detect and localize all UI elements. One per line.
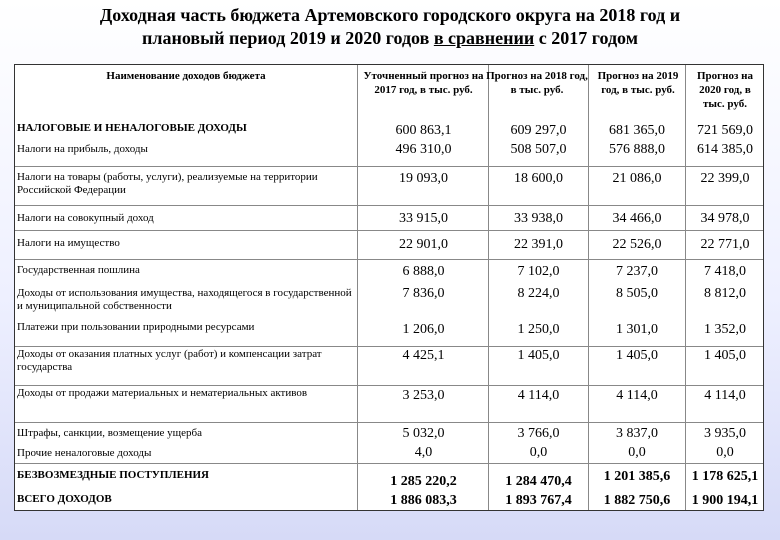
- title-line-1: Доходная часть бюджета Артемовского городского округа на 2018 год и: [99, 5, 681, 25]
- value-cell: 1 405,0: [704, 348, 746, 363]
- row-name: ВСЕГО ДОХОДОВ: [17, 493, 112, 505]
- value-cell: 3 766,0: [517, 426, 560, 441]
- header-2019: Прогноз на 2019 год, в тыс. руб.: [597, 70, 679, 96]
- value-cell: 18 600,0: [514, 171, 563, 186]
- value-cell: 6 888,0: [402, 264, 445, 279]
- row-name: Доходы от использования имущества, находящегося в государственной и муниципальной собственности: [17, 287, 352, 312]
- value-cell: 7 102,0: [517, 264, 560, 279]
- row-name: БЕЗВОЗМЕЗДНЫЕ ПОСТУПЛЕНИЯ: [17, 469, 209, 481]
- value-cell: 33 915,0: [399, 211, 448, 226]
- row-name: Налоги на совокупный доход: [17, 212, 154, 224]
- value-cell: 8 812,0: [704, 286, 746, 301]
- header-2020: Прогноз на 2020 год, в тыс. руб.: [696, 70, 753, 110]
- header-2018: Прогноз на 2018 год, в тыс. руб.: [486, 70, 588, 96]
- value-cell: 1 206,0: [402, 322, 445, 337]
- row-divider: [15, 346, 763, 347]
- value-cell: 3 253,0: [402, 388, 445, 403]
- value-cell: 5 032,0: [402, 426, 445, 441]
- title-line-2: [20, 27, 760, 50]
- value-cell: 1 882 750,6: [603, 493, 671, 508]
- value-cell: 508 507,0: [510, 142, 567, 157]
- row-name: Доходы от оказания платных услуг (работ) и компенсации затрат государства: [17, 348, 322, 373]
- value-cell: 3 837,0: [616, 426, 658, 441]
- row-name: НАЛОГОВЫЕ И НЕНАЛОГОВЫЕ ДОХОДЫ: [17, 122, 247, 134]
- row-divider: [15, 205, 763, 206]
- row-divider: [15, 422, 763, 423]
- row-name: Налоги на товары (работы, услуги), реализуемые на территории Российской Федерации: [17, 171, 318, 196]
- row-name: Государственная пошлина: [17, 264, 140, 276]
- value-cell: 22 399,0: [700, 171, 750, 186]
- value-cell: 1 301,0: [616, 322, 658, 337]
- value-cell: 1 201 385,6: [603, 469, 671, 484]
- row-name: Налоги на имущество: [17, 237, 120, 249]
- value-cell: 681 365,0: [609, 123, 665, 138]
- header-name: Наименование доходов бюджета: [106, 70, 266, 82]
- value-cell: 22 526,0: [612, 237, 662, 252]
- value-cell: 1 893 767,4: [505, 493, 572, 508]
- value-cell: 4 114,0: [517, 388, 560, 403]
- value-cell: 22 391,0: [514, 237, 563, 252]
- value-cell: 33 938,0: [514, 211, 563, 226]
- value-cell: 19 093,0: [399, 171, 448, 186]
- row-divider: [15, 385, 763, 386]
- value-cell: 721 569,0: [697, 123, 753, 138]
- value-cell: 1 284 470,4: [505, 474, 572, 489]
- value-cell: 7 237,0: [616, 264, 658, 279]
- value-cell: 22 771,0: [700, 237, 750, 252]
- value-cell: 7 418,0: [704, 264, 746, 279]
- value-cell: 3 935,0: [704, 426, 746, 441]
- value-cell: 1 250,0: [517, 322, 560, 337]
- value-cell: 0,0: [628, 445, 646, 460]
- title-text-a: плановый период 2019 и 2020 годов: [142, 28, 434, 48]
- value-cell: 4 425,1: [402, 348, 445, 363]
- value-cell: 22 901,0: [399, 237, 448, 252]
- row-name: Платежи при пользовании природными ресурсами: [17, 321, 255, 333]
- value-cell: 4 114,0: [704, 388, 746, 403]
- value-cell: 1 178 625,1: [691, 469, 759, 484]
- title-underlined: в сравнении: [433, 28, 535, 48]
- value-cell: 34 978,0: [700, 211, 750, 226]
- header-2017: Уточненный прогноз на 2017 год, в тыс. руб.: [363, 70, 484, 96]
- value-cell: 1 405,0: [517, 348, 560, 363]
- value-cell: 7 836,0: [402, 286, 445, 301]
- budget-table: [14, 64, 764, 511]
- value-cell: 4 114,0: [616, 388, 658, 403]
- title-text-b: с 2017 годом: [534, 28, 638, 48]
- row-divider: [15, 259, 763, 260]
- row-divider: [15, 463, 763, 464]
- page-title: [20, 4, 760, 50]
- value-cell: 576 888,0: [609, 142, 665, 157]
- row-name: Доходы от продажи материальных и нематериальных активов: [17, 387, 308, 399]
- value-cell: 609 297,0: [510, 123, 567, 138]
- value-cell: 496 310,0: [395, 142, 452, 157]
- row-name: Штрафы, санкции, возмещение ущерба: [17, 427, 202, 439]
- value-cell: 8 224,0: [517, 286, 560, 301]
- row-name: Налоги на прибыль, доходы: [17, 143, 148, 155]
- value-cell: 34 466,0: [612, 211, 662, 226]
- value-cell: 600 863,1: [395, 123, 452, 138]
- value-cell: 1 352,0: [704, 322, 746, 337]
- value-cell: 1 886 083,3: [390, 493, 457, 508]
- row-divider: [15, 166, 763, 167]
- value-cell: 614 385,0: [697, 142, 753, 157]
- value-cell: 1 285 220,2: [390, 474, 457, 489]
- row-name: Прочие неналоговые доходы: [17, 447, 152, 459]
- value-cell: 4,0: [414, 445, 433, 460]
- row-divider: [15, 230, 763, 231]
- value-cell: 0,0: [716, 445, 734, 460]
- value-cell: 0,0: [529, 445, 548, 460]
- value-cell: 1 900 194,1: [691, 493, 759, 508]
- column-divider: [357, 65, 358, 510]
- value-cell: 21 086,0: [612, 171, 662, 186]
- value-cell: 8 505,0: [616, 286, 658, 301]
- value-cell: 1 405,0: [616, 348, 658, 363]
